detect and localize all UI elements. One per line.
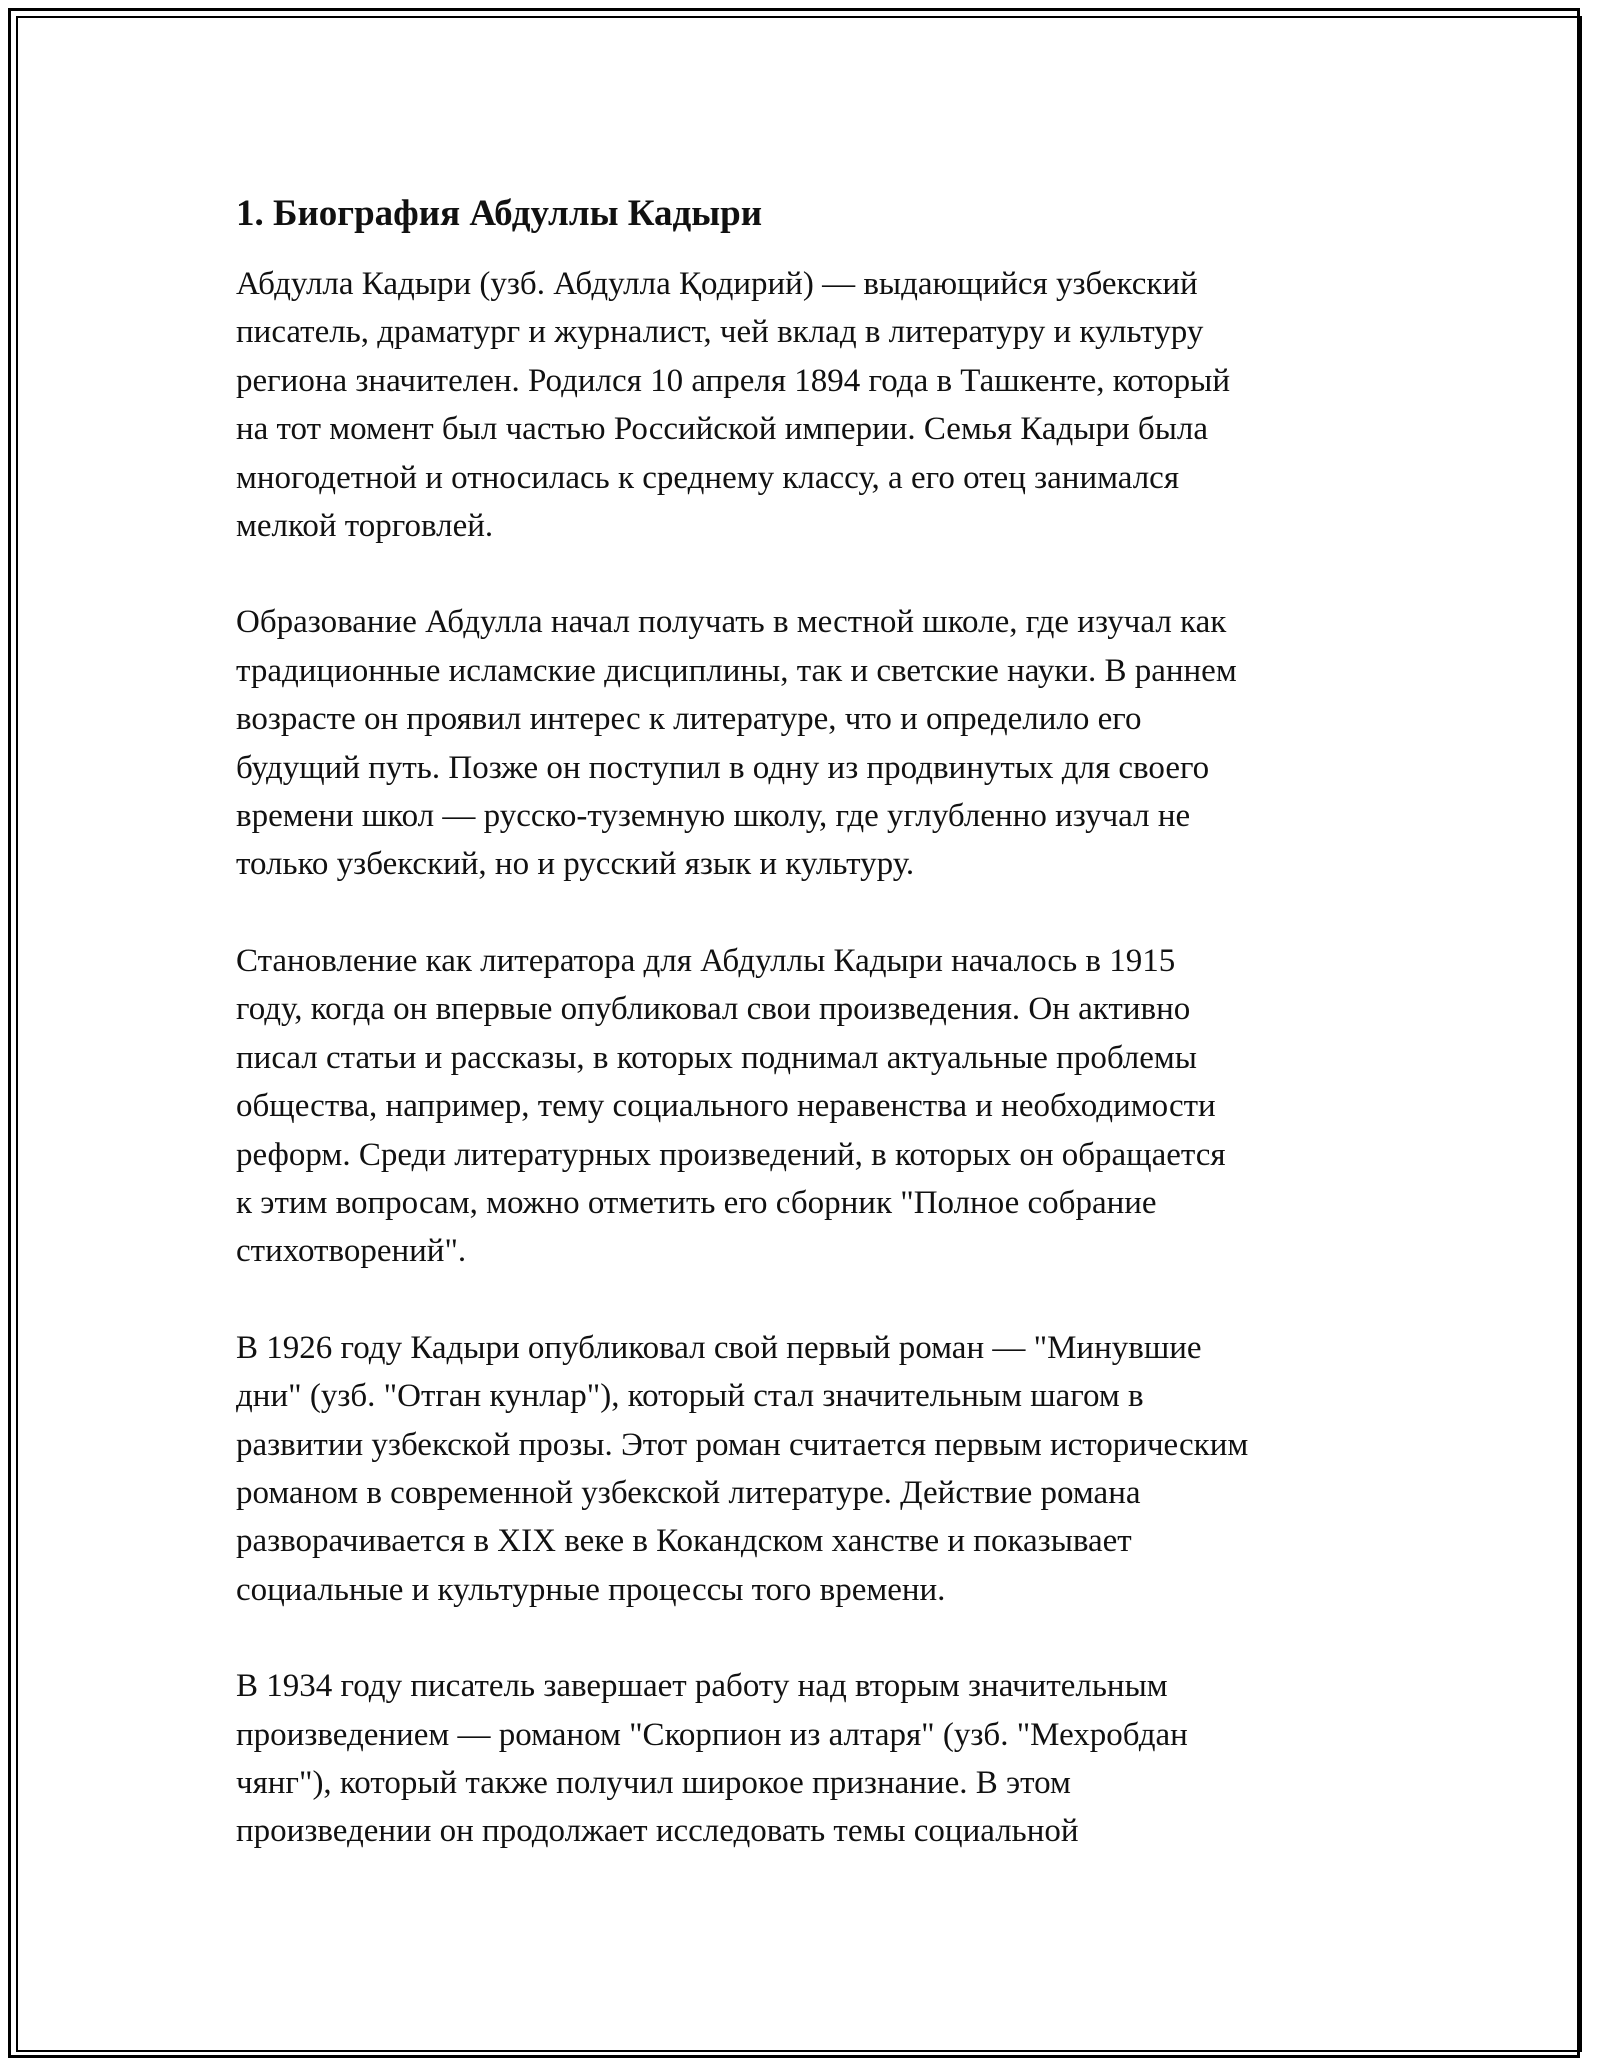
paragraph-4: В 1926 году Кадыри опубликовал свой первый роман — "Минувшие дни" (узб. "Отган кунлар"), который стал значительным шагом в развитии узбекской прозы. Этот роман считается первым историческим романом в современной узбекской литературе. Действие романа разворачивается в XIX веке в Кокандском ханстве и показывает социальные и культурные процессы того времени. <box>236 1329 1249 1608</box>
document-body <box>236 186 1386 1904</box>
paragraph-5: В 1934 году писатель завершает работу над вторым значительным произведением — романом "Скорпион из алтаря" (узб. "Мехробдан чянг"), который также получил широкое признание. В этом произведении он продолжает исследовать темы социальной <box>236 1668 1188 1850</box>
paragraph-2: Образование Абдулла начал получать в местной школе, где изучал как традиционные исламские дисциплины, так и светские науки. В раннем возрасте он проявил интерес к литературе, что и определило его будущий путь. Позже он поступил в одну из продвинутых для своего времени школ — русско-туземную школу, где углубленно изучал не только узбекский, но и русский язык и культуру. <box>236 604 1237 883</box>
paragraph-3: Становление как литератора для Абдуллы Кадыри началось в 1915 году, когда он впервые опубликовал свои произведения. Он активно писал статьи и рассказы, в которых поднимал актуальные проблемы общества, например, тему социального неравенства и необходимости реформ. Среди литературных произведений, в которых он обращается к этим вопросам, можно отметить его сборник "Полное собрание стихотворений". <box>236 942 1226 1270</box>
section-heading: 1. Биография Абдуллы Кадыри <box>236 193 763 234</box>
paragraph-1: Абдулла Кадыри (узб. Абдулла Қодирий) — выдающийся узбекский писатель, драматург и журналист, чей вклад в литературу и культуру региона значителен. Родился 10 апреля 1894 года в Ташкенте, который на тот момент был частью Российской империи. Семья Кадыри была многодетной и относилась к среднему классу, а его отец занимался мелкой торговлей. <box>236 266 1231 545</box>
